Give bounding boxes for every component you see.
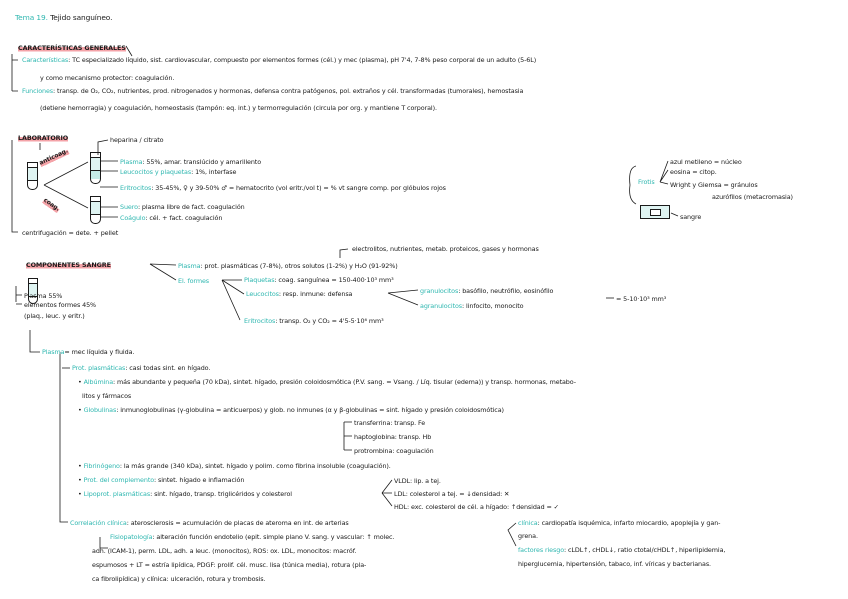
funciones-key: Funciones bbox=[22, 87, 54, 95]
funciones-line2: (detiene hemorragia) y coagulación, homeostasis (tampón: eq. int.) y termorregulación (circula por org. y mantiene T corporal). bbox=[40, 104, 437, 112]
lab-suero-text: : plasma libre de fact. coagulación bbox=[137, 203, 245, 211]
coag-label: coag. bbox=[42, 196, 61, 213]
caracteristicas-line2: y como mecanismo protector: coagulación. bbox=[40, 74, 175, 82]
leucocitos-line bbox=[246, 290, 352, 298]
fibrinogeno-key: Fibrinógeno bbox=[83, 462, 120, 470]
ldl-note: LDL: colesterol a tej. = ↓densidad: ✕ bbox=[394, 490, 510, 498]
fisiopatologia-key: Fisiopatología bbox=[110, 533, 153, 541]
lab-coagulo-text: : cél. + fact. coagulación bbox=[145, 214, 223, 222]
hdl-note: HDL: exc. colesterol de cél. a hígado: ↑densidad = ✓ bbox=[394, 503, 559, 511]
agranulocitos-key: agranulocitos bbox=[420, 302, 463, 310]
fisiopatologia-line bbox=[110, 533, 394, 541]
lab-leuco-line bbox=[120, 168, 236, 176]
lab-suero-line bbox=[120, 203, 245, 211]
granulocitos-text: : basófilo, neutrófilo, eosinófilo bbox=[458, 287, 554, 295]
note-title bbox=[15, 14, 112, 22]
globulinas-key: Globulinas bbox=[83, 406, 117, 414]
albumina-line2: litos y fármacos bbox=[82, 392, 132, 400]
comp-eritro-key: Eritrocitos bbox=[244, 317, 276, 325]
funciones-text: : transp. de O₂, CO₂, nutrientes, prod. nitrogenados y hormonas, defensa contra patógenos, pol. extraños y cél. transformadas (tumorales), hemostasia bbox=[53, 87, 524, 95]
granulocitos-key: granulocitos bbox=[420, 287, 459, 295]
vldl-note: VLDL: lip. a tej. bbox=[394, 477, 441, 485]
globulinas-line: • Globulinas: inmunoglobulinas (γ-globulina = anticuerpos) y glob. no inmunes (α y β-globulinas = sint. hígado y presión coloidosmótica) bbox=[78, 406, 504, 414]
transferrina-note: transferrina: transp. Fe bbox=[354, 419, 426, 427]
fisiopatologia-line4: ca fibrolipídica) y clínica: ulceración, rotura y trombosis. bbox=[92, 575, 266, 583]
tube-coag-drawing bbox=[90, 196, 101, 224]
leucocitos-key: Leucocitos bbox=[246, 290, 279, 298]
correlacion-line bbox=[70, 519, 349, 527]
componentes-elementos2: (plaq., leuc. y eritr.) bbox=[24, 312, 85, 320]
agranulocitos-text: : linfocito, monocito bbox=[462, 302, 524, 310]
fibrinogeno-line: • Fibrinógeno: la más grande (340 kDa), sintet. hígado y polim. como fibrina insoluble (coagulación). bbox=[78, 462, 391, 470]
fisiopatologia-line2: adh. (ICAM-1), perm. LDL, adh. a leuc. (monocitos), ROS: ox. LDL, monocitos: macróf. bbox=[92, 547, 357, 555]
tube-drawing bbox=[27, 162, 38, 190]
comp-eritro-line bbox=[244, 317, 384, 325]
comp-plasma-key: Plasma bbox=[178, 262, 201, 270]
clinica-key: clínica bbox=[518, 519, 538, 527]
centrifugacion-note: centrifugación = dete. + pellet bbox=[22, 229, 119, 237]
lab-plasma-key: Plasma bbox=[120, 158, 143, 166]
agranulocitos-line bbox=[420, 302, 523, 310]
elementos-formes-key: El. formes bbox=[178, 277, 210, 285]
anticoag-label: anticoag. bbox=[38, 147, 70, 167]
plasma-text: = mec líquida y fluida. bbox=[64, 348, 135, 356]
section-heading-laboratorio: LABORATORIO bbox=[18, 134, 69, 142]
section-heading-componentes: COMPONENTES SANGRE bbox=[26, 261, 111, 269]
leucocitos-count: = 5-10·10³ mm³ bbox=[616, 295, 667, 303]
wright-note2: azurófilos (metacromasia) bbox=[712, 193, 793, 201]
lab-coagulo-line bbox=[120, 214, 222, 222]
componentes-elementos: elementos formes 45% bbox=[24, 301, 97, 309]
globulinas-text: : inmunoglobulinas (γ-globulina = anticuerpos) y glob. no inmunes (α y β-globulinas = sint. hígado y presión coloidosmótica) bbox=[116, 406, 504, 414]
azul-metileno-note: azul metileno = núcleo bbox=[670, 158, 742, 166]
lab-leuco-key: Leucocitos y plaquetas bbox=[120, 168, 192, 176]
protrombina-note: protrombina: coagulación bbox=[354, 447, 434, 455]
topic-name: Tejido sanguíneo. bbox=[50, 13, 113, 22]
heparina-note: heparina / citrato bbox=[110, 136, 164, 144]
complemento-line: • Prot. del complemento: sintet. hígado e inflamación bbox=[78, 476, 245, 484]
fisiopatologia-text: : alteración función endotelio (epit. simple plano V. sang. y vascular: ↑ molec. bbox=[152, 533, 395, 541]
fisiopatologia-line3: espumosos + LT = estría lipídica, PDGF: prolif. cél. musc. lisa (túnica media), rotura (pla- bbox=[92, 561, 367, 569]
factores-riesgo-key: factores riesgo bbox=[518, 546, 565, 554]
plasma-def-line bbox=[42, 348, 134, 356]
lab-suero-key: Suero bbox=[120, 203, 138, 211]
complemento-text: : sintet. hígado e inflamación bbox=[154, 476, 245, 484]
lab-plasma-text: : 55%, amar. translúcido y amarillento bbox=[142, 158, 261, 166]
slide-drawing bbox=[640, 205, 670, 219]
haptoglobina-note: haptoglobina: transp. Hb bbox=[354, 433, 432, 441]
granulocitos-line bbox=[420, 287, 553, 295]
tube-anticoag-drawing bbox=[90, 152, 101, 184]
lab-coagulo-key: Coágulo bbox=[120, 214, 146, 222]
albumina-key: Albúmina bbox=[83, 378, 114, 386]
plasma-key: Plasma bbox=[42, 348, 65, 356]
prot-plasmaticas-key: Prot. plasmáticas bbox=[72, 364, 126, 372]
comp-eritro-text: : transp. O₂ y CO₂ = 4'5-5·10⁶ mm³ bbox=[275, 317, 384, 325]
albumina-line: • Albúmina: más abundante y pequeña (70 kDa), sintet. hígado, presión coloidosmótica (P.V. sang. = Vsang. / Líq. tisular (edema)) y transp. hormonas, metabo- bbox=[78, 378, 576, 386]
comp-plasma-line bbox=[178, 262, 398, 270]
section-heading-caracteristicas: CARACTERÍSTICAS GENERALES bbox=[18, 44, 126, 52]
eosina-note: eosina = citop. bbox=[670, 168, 717, 176]
frotis-label: Frotis bbox=[638, 178, 655, 186]
leucocitos-text: : resp. inmune: defensa bbox=[278, 290, 353, 298]
plaquetas-line bbox=[244, 276, 394, 284]
plasma-solutos-note: electrolitos, nutrientes, metab. proteicos, gases y hormonas bbox=[352, 245, 539, 253]
componentes-plasma: Plasma 55% bbox=[24, 292, 63, 300]
lipoprot-key: Lipoprot. plasmáticas bbox=[83, 490, 151, 498]
factores-riesgo-line bbox=[518, 546, 725, 554]
prot-plasmaticas-text: : casi todas sint. en hígado. bbox=[125, 364, 211, 372]
lab-eritro-text: : 35-45%, ♀ y 39-50% ♂ = hematocrito (vol eritr./vol t) = % vt sangre comp. por glóbulos rojos bbox=[151, 184, 446, 192]
sangre-label: sangre bbox=[680, 213, 702, 221]
lab-leuco-text: : 1%, interfase bbox=[191, 168, 237, 176]
caracteristicas-line bbox=[22, 56, 536, 64]
clinica-line bbox=[518, 519, 720, 527]
complemento-key: Prot. del complemento bbox=[83, 476, 155, 484]
caracteristicas-text: : TC especializado líquido, sist. cardiovascular, compuesto por elementos formes (cél.) y mec (plasma), pH 7'4, 7-8% peso corporal de un adulto (5-6L) bbox=[68, 56, 537, 64]
factores-riesgo-text: : cLDL↑, cHDL↓, ratio ctotal/cHDL↑, hiperlipidemia, bbox=[564, 546, 726, 554]
albumina-text: : más abundante y pequeña (70 kDa), sintet. hígado, presión coloidosmótica (P.V. sang. = Vsang. / Líq. tisular (edema)) y transp. hormonas, metabo- bbox=[113, 378, 576, 386]
funciones-line bbox=[22, 87, 523, 95]
caracteristicas-key: Características bbox=[22, 56, 69, 64]
plaquetas-text: : coag. sanguínea = 150-400·10³ mm³ bbox=[274, 276, 394, 284]
fibrinogeno-text: : la más grande (340 kDa), sintet. hígado y polim. como fibrina insoluble (coagulación). bbox=[119, 462, 391, 470]
topic-number: Tema 19. bbox=[15, 13, 48, 22]
comp-plasma-text: : prot. plasmáticas (7-8%), otros solutos (1-2%) y H₂O (91-92%) bbox=[200, 262, 398, 270]
plaquetas-key: Plaquetas bbox=[244, 276, 275, 284]
clinica-line2: grena. bbox=[518, 532, 538, 540]
lab-eritro-line bbox=[120, 184, 446, 192]
lipoprot-text: : sint. hígado, transp. triglicéridos y colesterol bbox=[150, 490, 292, 498]
prot-plasmaticas-line bbox=[72, 364, 210, 372]
correlacion-text: : aterosclerosis = acumulación de placas de ateroma en int. de arterias bbox=[126, 519, 349, 527]
factores-riesgo-line2: hiperglucemia, hipertensión, tabaco, inf. víricas y bacterianas. bbox=[518, 560, 711, 568]
lipoprot-line: • Lipoprot. plasmáticas: sint. hígado, transp. triglicéridos y colesterol bbox=[78, 490, 292, 498]
correlacion-key: Correlación clínica bbox=[70, 519, 127, 527]
lab-plasma-line bbox=[120, 158, 261, 166]
lab-eritro-key: Eritrocitos bbox=[120, 184, 152, 192]
clinica-text: : cardiopatía isquémica, infarto miocardio, apoplejía y gan- bbox=[537, 519, 721, 527]
wright-note: Wright y Giemsa = gránulos bbox=[670, 181, 758, 189]
